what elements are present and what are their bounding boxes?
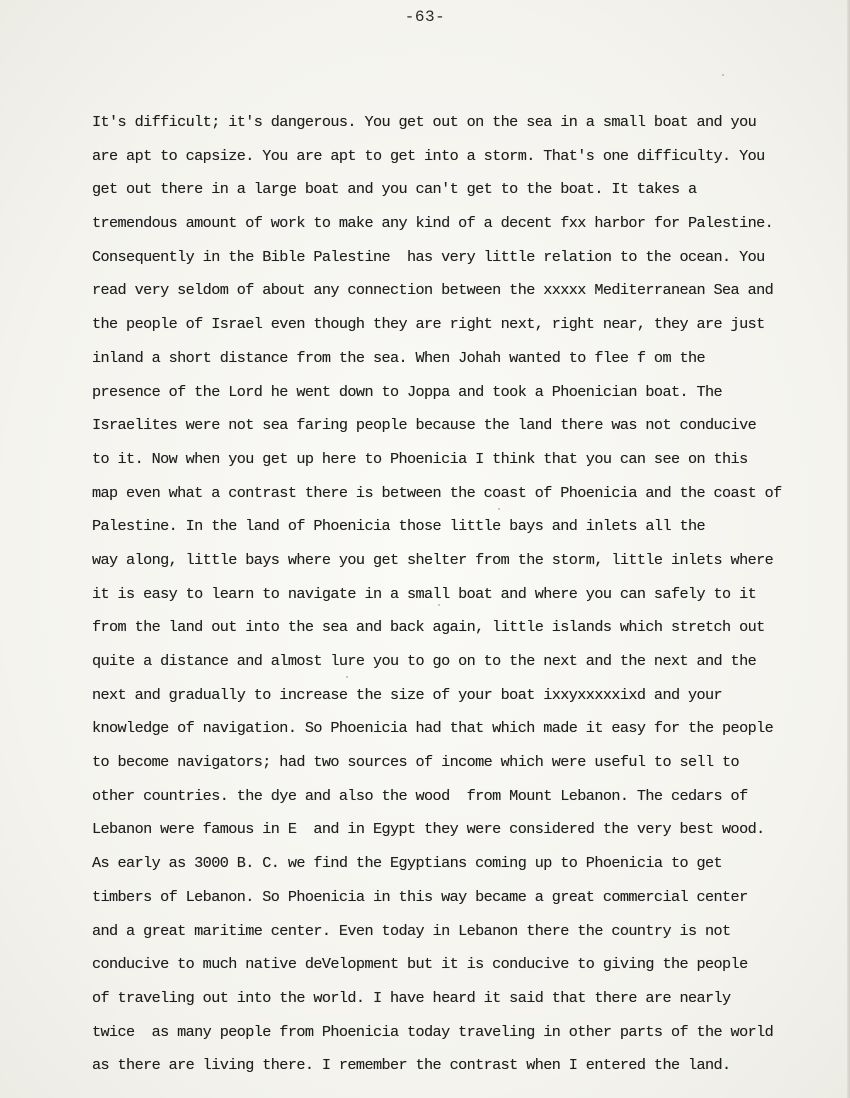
text-line: knowledge of navigation. So Phoenicia had that which made it easy for the people (92, 719, 774, 738)
text-line: way along, little bays where you get shelter from the storm, little inlets where (92, 550, 774, 569)
text-line: to become navigators; had two sources of income which were useful to sell to (92, 753, 740, 772)
text-line: to it. Now when you get up here to Phoenicia I think that you can see on this (92, 449, 748, 468)
text-line: get out there in a large boat and you can't get to the boat. It takes a (92, 180, 697, 199)
text-line: and a great maritime center. Even today in Lebanon there the country is not (92, 921, 731, 940)
text-line: Palestine. In the land of Phoenicia those little bays and inlets all the (92, 517, 706, 536)
text-line: quite a distance and almost lure you to go on to the next and the next and the (92, 652, 757, 670)
text-line: are apt to capsize. You are apt to get into a storm. That's one difficulty. You (92, 146, 765, 165)
text-line: conducive to much native deVelopment but it is conducive to giving the people (92, 955, 748, 974)
text-line: presence of the Lord he went down to Joppa and took a Phoenician boat. The (92, 382, 723, 401)
text-line: tremendous amount of work to make any kind of a decent fxx harbor for Palestine. (92, 214, 774, 233)
text-line: of traveling out into the world. I have heard it said that there are nearly (92, 988, 731, 1007)
text-line: from the land out into the sea and back again, little islands which stretch out (92, 618, 765, 637)
text-line: Israelites were not sea faring people because the land there was not conducive (92, 416, 757, 435)
paper-speck (722, 74, 724, 76)
typed-text-body (92, 112, 792, 1089)
text-line: it is easy to learn to navigate in a small boat and where you can safely to it (92, 584, 757, 603)
text-line: as there are living there. I remember the contrast when I entered the land. (92, 1056, 731, 1075)
paper-speck (438, 604, 440, 606)
text-line: the people of Israel even though they are right next, right near, they are just (92, 315, 765, 334)
text-line: next and gradually to increase the size of your boat ixxyxxxxxixd and your (92, 685, 723, 704)
text-line: As early as 3000 B. C. we find the Egyptians coming up to Phoenicia to get (92, 854, 723, 873)
text-line: twice as many people from Phoenicia today traveling in other parts of the world (92, 1022, 774, 1041)
paper-speck (498, 508, 500, 510)
paper-speck (346, 676, 348, 678)
text-line: read very seldom of about any connection between the xxxxx Mediterranean Sea and (92, 281, 774, 300)
text-line: It's difficult; it's dangerous. You get out on the sea in a small boat and you (92, 113, 757, 131)
text-line: timbers of Lebanon. So Phoenicia in this way became a great commercial center (92, 887, 748, 906)
text-line: inland a short distance from the sea. When Johah wanted to flee f om the (92, 348, 706, 367)
text-line: map even what a contrast there is between the coast of Phoenicia and the coast of (92, 483, 782, 502)
text-line: other countries. the dye and also the wood from Mount Lebanon. The cedars of (92, 786, 748, 805)
text-line: Lebanon were famous in E and in Egypt they were considered the very best wood. (92, 820, 765, 839)
text-line: Consequently in the Bible Palestine has very little relation to the ocean. You (92, 247, 765, 266)
page-number: -63- (404, 8, 446, 26)
